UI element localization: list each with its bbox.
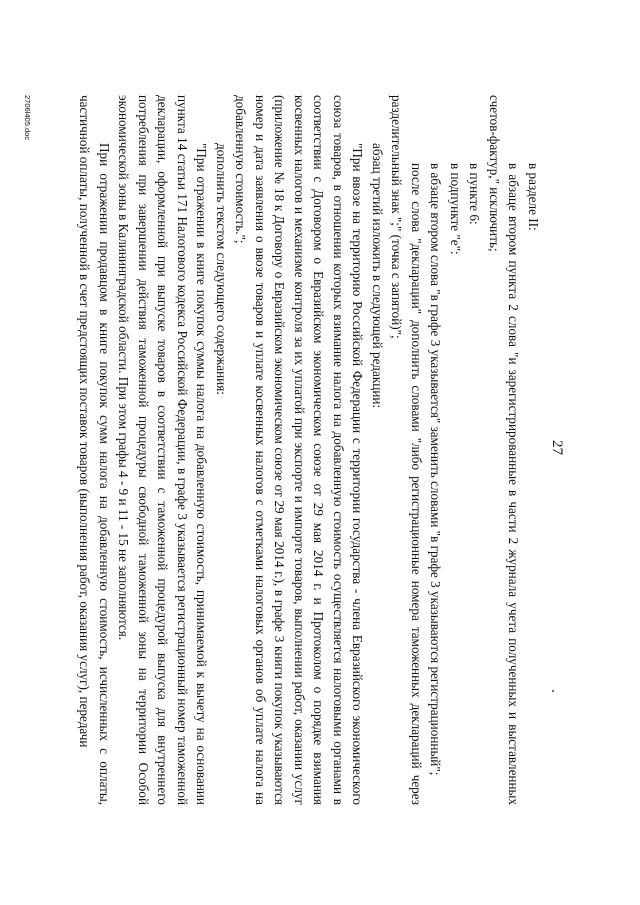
paragraph: в пункте 6:	[467, 163, 483, 225]
paragraph: в разделе II:	[526, 163, 541, 231]
paragraph: в подпункте "е":	[448, 163, 463, 255]
paragraph: абзац третий изложить в следующей редакции:	[370, 143, 385, 409]
page-number: 27	[549, 440, 565, 455]
paragraph: дополнить текстом следующего содержания:	[214, 143, 229, 395]
paragraph: "При ввозе на территорию Российской Федерации с территории государства - члена Евразийского экономического союза товаров, в отношении которых взимание налога на добавленную стоимость осуществляется налоговыми органами в соответствии с Договором о Евразийском экономическом союзе от 29 мая 2014 г. и Протоколом о порядке взимания косвенных налогов и механизме контроля за их уплатой при экспорте и импорте товаров, выполнении работ, оказании услуг (приложение № 18 к Договору о Евразийском экономическом союзе от 29 мая 2014 г.), в графе 3 книги покупок указываются номер и дата заявления о ввозе товаров и уплате косвенных налогов с отметками налоговых органов об уплате налога на добавленную стоимость.";	[233, 95, 366, 805]
file-footer: 2706l405.doc	[23, 95, 32, 141]
paragraph: в абзаце втором слова "в графе 3 указывается" заменить словами "в графе 3 указываются регистрационный";	[428, 163, 444, 776]
paragraph: в абзаце втором пункта 2 слова "и зарегистрированные в части 2 журнала учета полученных и выставленных счетов-фактур," исключить;	[487, 95, 522, 805]
paragraph: "При отражении в книге покупок суммы налога на добавленную стоимость, принимаемой к вычету на основании пункта 14 статьи 171 Налогового кодекса Российской Федерации, в графе 3 указывается регистрационный номер таможенной декларации, оформленной при выпуске товаров в соответствии с таможенной процедурой выпуска для внутреннего потребления при завершении действия таможенной процедуры свободной таможенной зоны на территории Особой экономической зоны в Калининградской области. При этом графы 4 - 9 и 11 - 15 не заполняются.	[116, 95, 210, 805]
paragraph: При отражении продавцом в книге покупок сумм налога на добавленную стоимость, исчисленных с оплаты, частичной оплаты, полученной в счет предстоящих поставок товаров (выполнения работ, оказания услуг), передачи	[77, 95, 112, 805]
paragraph: после слова "декларации" дополнить словами "либо регистрационные номера таможенных деклараций через разделительный знак ";" (точка с запятой)";	[389, 95, 424, 805]
scan-speck	[552, 690, 554, 692]
document-body	[75, 95, 543, 805]
